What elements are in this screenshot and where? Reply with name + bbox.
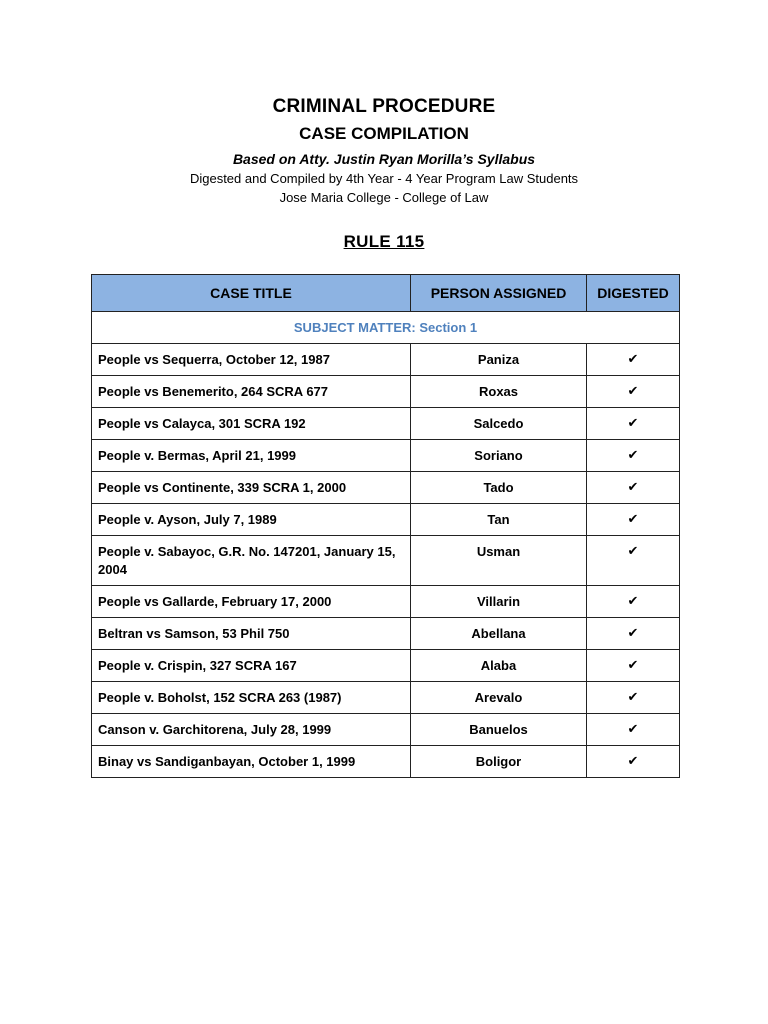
person-cell: Usman <box>411 536 587 586</box>
checkmark-icon: ✔ <box>587 536 680 586</box>
checkmark-icon: ✔ <box>587 714 680 746</box>
document-header <box>0 94 768 207</box>
header-digested: DIGESTED <box>587 275 680 312</box>
case-title-cell: Binay vs Sandiganbayan, October 1, 1999 <box>92 746 411 778</box>
table-row <box>92 376 680 408</box>
checkmark-icon: ✔ <box>587 376 680 408</box>
table-row <box>92 472 680 504</box>
checkmark-icon: ✔ <box>587 682 680 714</box>
document-subtitle: CASE COMPILATION <box>299 124 469 143</box>
table-row <box>92 440 680 472</box>
case-title-cell: People v. Ayson, July 7, 1989 <box>92 504 411 536</box>
header-case-title: CASE TITLE <box>92 275 411 312</box>
table-row <box>92 586 680 618</box>
person-cell: Boligor <box>411 746 587 778</box>
table-row <box>92 650 680 682</box>
case-title-cell: People vs Benemerito, 264 SCRA 677 <box>92 376 411 408</box>
table-row <box>92 714 680 746</box>
person-cell: Roxas <box>411 376 587 408</box>
person-cell: Paniza <box>411 344 587 376</box>
case-title-cell: People v. Sabayoc, G.R. No. 147201, January 15, 2004 <box>92 536 411 586</box>
table-row <box>92 408 680 440</box>
header-person-assigned: PERSON ASSIGNED <box>411 275 587 312</box>
syllabus-line: Based on Atty. Justin Ryan Morilla’s Syllabus <box>232 151 536 167</box>
checkmark-icon: ✔ <box>587 586 680 618</box>
checkmark-icon: ✔ <box>587 650 680 682</box>
case-title-cell: Canson v. Garchitorena, July 28, 1999 <box>92 714 411 746</box>
checkmark-icon: ✔ <box>587 440 680 472</box>
case-table <box>91 274 680 778</box>
person-cell: Arevalo <box>411 682 587 714</box>
section-label: SUBJECT MATTER: Section 1 <box>92 312 680 344</box>
case-title-cell: People vs Gallarde, February 17, 2000 <box>92 586 411 618</box>
table-header-row <box>92 275 680 312</box>
case-title-cell: People v. Crispin, 327 SCRA 167 <box>92 650 411 682</box>
table-row <box>92 344 680 376</box>
table-row <box>92 682 680 714</box>
case-title-cell: People vs Calayca, 301 SCRA 192 <box>92 408 411 440</box>
person-cell: Tado <box>411 472 587 504</box>
case-title-cell: People v. Bermas, April 21, 1999 <box>92 440 411 472</box>
case-title-cell: People v. Boholst, 152 SCRA 263 (1987) <box>92 682 411 714</box>
person-cell: Banuelos <box>411 714 587 746</box>
person-cell: Tan <box>411 504 587 536</box>
checkmark-icon: ✔ <box>587 504 680 536</box>
school-line: Jose Maria College - College of Law <box>279 190 489 205</box>
document-title: CRIMINAL PROCEDURE <box>272 96 496 117</box>
compiled-by-line: Digested and Compiled by 4th Year - 4 Year Program Law Students <box>189 171 579 186</box>
case-title-cell: People vs Continente, 339 SCRA 1, 2000 <box>92 472 411 504</box>
person-cell: Alaba <box>411 650 587 682</box>
case-title-cell: People vs Sequerra, October 12, 1987 <box>92 344 411 376</box>
checkmark-icon: ✔ <box>587 746 680 778</box>
person-cell: Villarin <box>411 586 587 618</box>
table-row <box>92 746 680 778</box>
person-cell: Abellana <box>411 618 587 650</box>
table-row <box>92 536 680 586</box>
person-cell: Salcedo <box>411 408 587 440</box>
checkmark-icon: ✔ <box>587 618 680 650</box>
table-row <box>92 618 680 650</box>
person-cell: Soriano <box>411 440 587 472</box>
checkmark-icon: ✔ <box>587 344 680 376</box>
table-row <box>92 504 680 536</box>
section-row <box>92 312 680 344</box>
rule-heading: RULE 115 <box>343 232 425 251</box>
checkmark-icon: ✔ <box>587 408 680 440</box>
case-title-cell: Beltran vs Samson, 53 Phil 750 <box>92 618 411 650</box>
checkmark-icon: ✔ <box>587 472 680 504</box>
